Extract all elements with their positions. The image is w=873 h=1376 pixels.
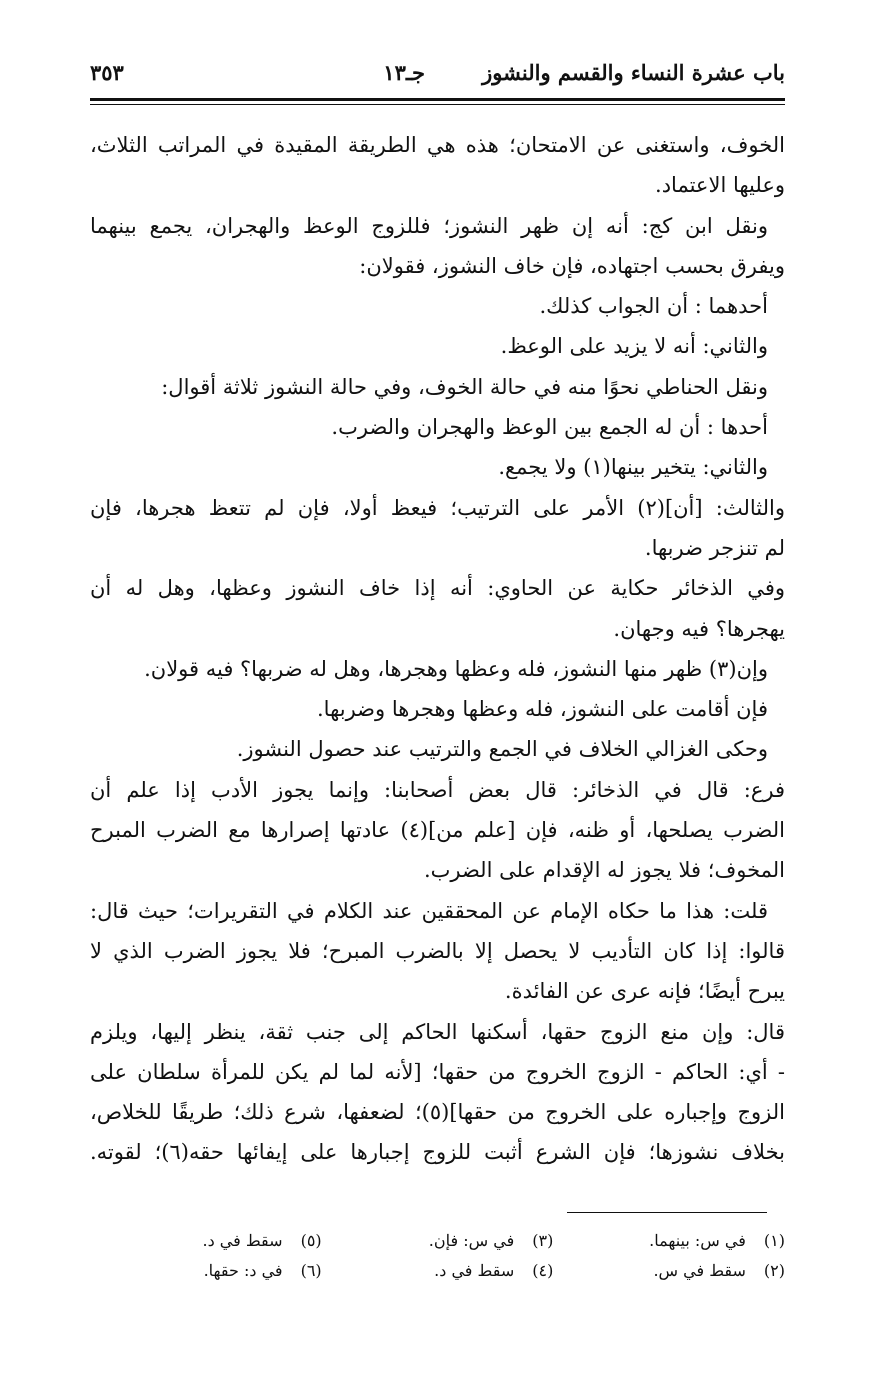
text-line: ونقل ابن كج: أنه إن ظهر النشوز؛ فللزوج الوعظ والهجران، يجمع بينهما — [90, 213, 768, 238]
footnote-text: سقط في د. — [434, 1261, 515, 1280]
text-line: ويفرق بحسب اجتهاده، فإن خاف النشوز، فقولان: — [359, 253, 785, 278]
text-line: وإن(٣) ظهر منها النشوز، فله وعظها وهجرها، وهل له ضربها؟ فيه قولان. — [144, 656, 768, 681]
text-line: فإن أقامت على النشوز، فله وعظها وهجرها وضربها. — [317, 697, 768, 722]
footnote — [90, 1256, 322, 1286]
footnote-text: في س: فإن. — [428, 1231, 515, 1250]
footnote-text: سقط في س. — [653, 1261, 746, 1280]
text-line: والثاني: يتخير بينها(١) ولا يجمع. — [498, 455, 768, 480]
footnote-number: (٤) — [532, 1261, 554, 1280]
footnotes — [90, 1226, 785, 1286]
volume-number: جـ١٣ — [383, 60, 425, 85]
text-line: وفي الذخائر حكاية عن الحاوي: أنه إذا خاف النشوز وعظها، وهل له أن — [90, 576, 785, 601]
text-line: الضرب يصلحها، أو ظنه، فإن [علم من](٤) عادتها إصرارها مع الضرب المبرح — [90, 818, 785, 843]
footnote — [553, 1226, 785, 1256]
text-line: أحدها : أن له الجمع بين الوعظ والهجران والضرب. — [331, 415, 768, 440]
footnote-text: في س: بينهما. — [649, 1231, 746, 1250]
text-line: فرع: قال في الذخائر: قال بعض أصحابنا: وإنما يجوز الأدب إذا علم أن — [90, 777, 785, 802]
header-rule-thin — [90, 104, 785, 105]
footnote-text: في د: حقها. — [203, 1261, 283, 1280]
text-line: والثالث: [أن](٢) الأمر على الترتيب؛ فيعظ أولا، فإن لم تتعظ هجرها، فإن — [90, 495, 785, 520]
text-line: يهجرها؟ فيه وجهان. — [613, 616, 785, 641]
text-line: قالوا: إذا كان التأديب لا يحصل إلا بالضرب المبرح؛ فلا يجوز الضرب الذي لا — [90, 938, 785, 963]
footnote-row — [90, 1226, 785, 1256]
footnote-text: سقط في د. — [202, 1231, 283, 1250]
page-number: ٣٥٣ — [90, 60, 124, 85]
footnote — [553, 1256, 785, 1286]
text-line: قال: وإن منع الزوج حقها، أسكنها الحاكم إلى جنب ثقة، ينظر إليها، ويلزم — [90, 1019, 785, 1044]
text-line: الخوف، واستغنى عن الامتحان؛ هذه هي الطريقة المقيدة في المراتب الثلاث، — [90, 133, 785, 157]
footnote-number: (١) — [763, 1231, 785, 1250]
footnote — [322, 1256, 554, 1286]
footnote-number: (٥) — [300, 1231, 322, 1250]
text-line: ونقل الحناطي نحوًا منه في حالة الخوف، وفي حالة النشوز ثلاثة أقوال: — [161, 374, 768, 399]
text-line: بخلاف نشوزها؛ فإن الشرع أثبت للزوج إجبارها على إيفائها حقه(٦)؛ لقوته. — [90, 1140, 785, 1165]
main-text — [90, 125, 785, 1173]
text-line: - أي: الحاكم - الزوج الخروج من حقها؛ [لأنه لما لم يكن للمرأة سلطان على — [90, 1059, 785, 1084]
text-line: وعليها الاعتماد. — [655, 173, 785, 198]
footnote — [90, 1226, 322, 1256]
text-line: المخوف؛ فلا يجوز له الإقدام على الضرب. — [423, 858, 785, 883]
text-line: الزوج وإجباره على الخروج من حقها](٥)؛ لضعفها، شرع ذلك؛ طريقًا للخلاص، — [90, 1100, 785, 1125]
footnote-separator — [567, 1212, 767, 1213]
footnote-number: (٦) — [300, 1261, 322, 1280]
footnote-number: (٢) — [763, 1261, 785, 1280]
header-rule-thick — [90, 98, 785, 101]
text-line: لم تنزجر ضربها. — [644, 535, 785, 560]
text-line: يبرح أيضًا؛ فإنه عرى عن الفائدة. — [504, 979, 785, 1004]
text-line: والثاني: أنه لا يزيد على الوعظ. — [500, 334, 768, 359]
running-title: باب عشرة النساء والقسم والنشوز — [482, 60, 785, 85]
page-header — [90, 60, 785, 92]
footnote — [322, 1226, 554, 1256]
footnote-number: (٣) — [532, 1231, 554, 1250]
text-line: وحكى الغزالي الخلاف في الجمع والترتيب عند حصول النشوز. — [236, 737, 768, 762]
text-line: أحدهما : أن الجواب كذلك. — [539, 294, 768, 319]
footnote-row — [90, 1256, 785, 1286]
text-line: قلت: هذا ما حكاه الإمام عن المحققين عند الكلام في التقريرات؛ حيث قال: — [90, 898, 768, 923]
